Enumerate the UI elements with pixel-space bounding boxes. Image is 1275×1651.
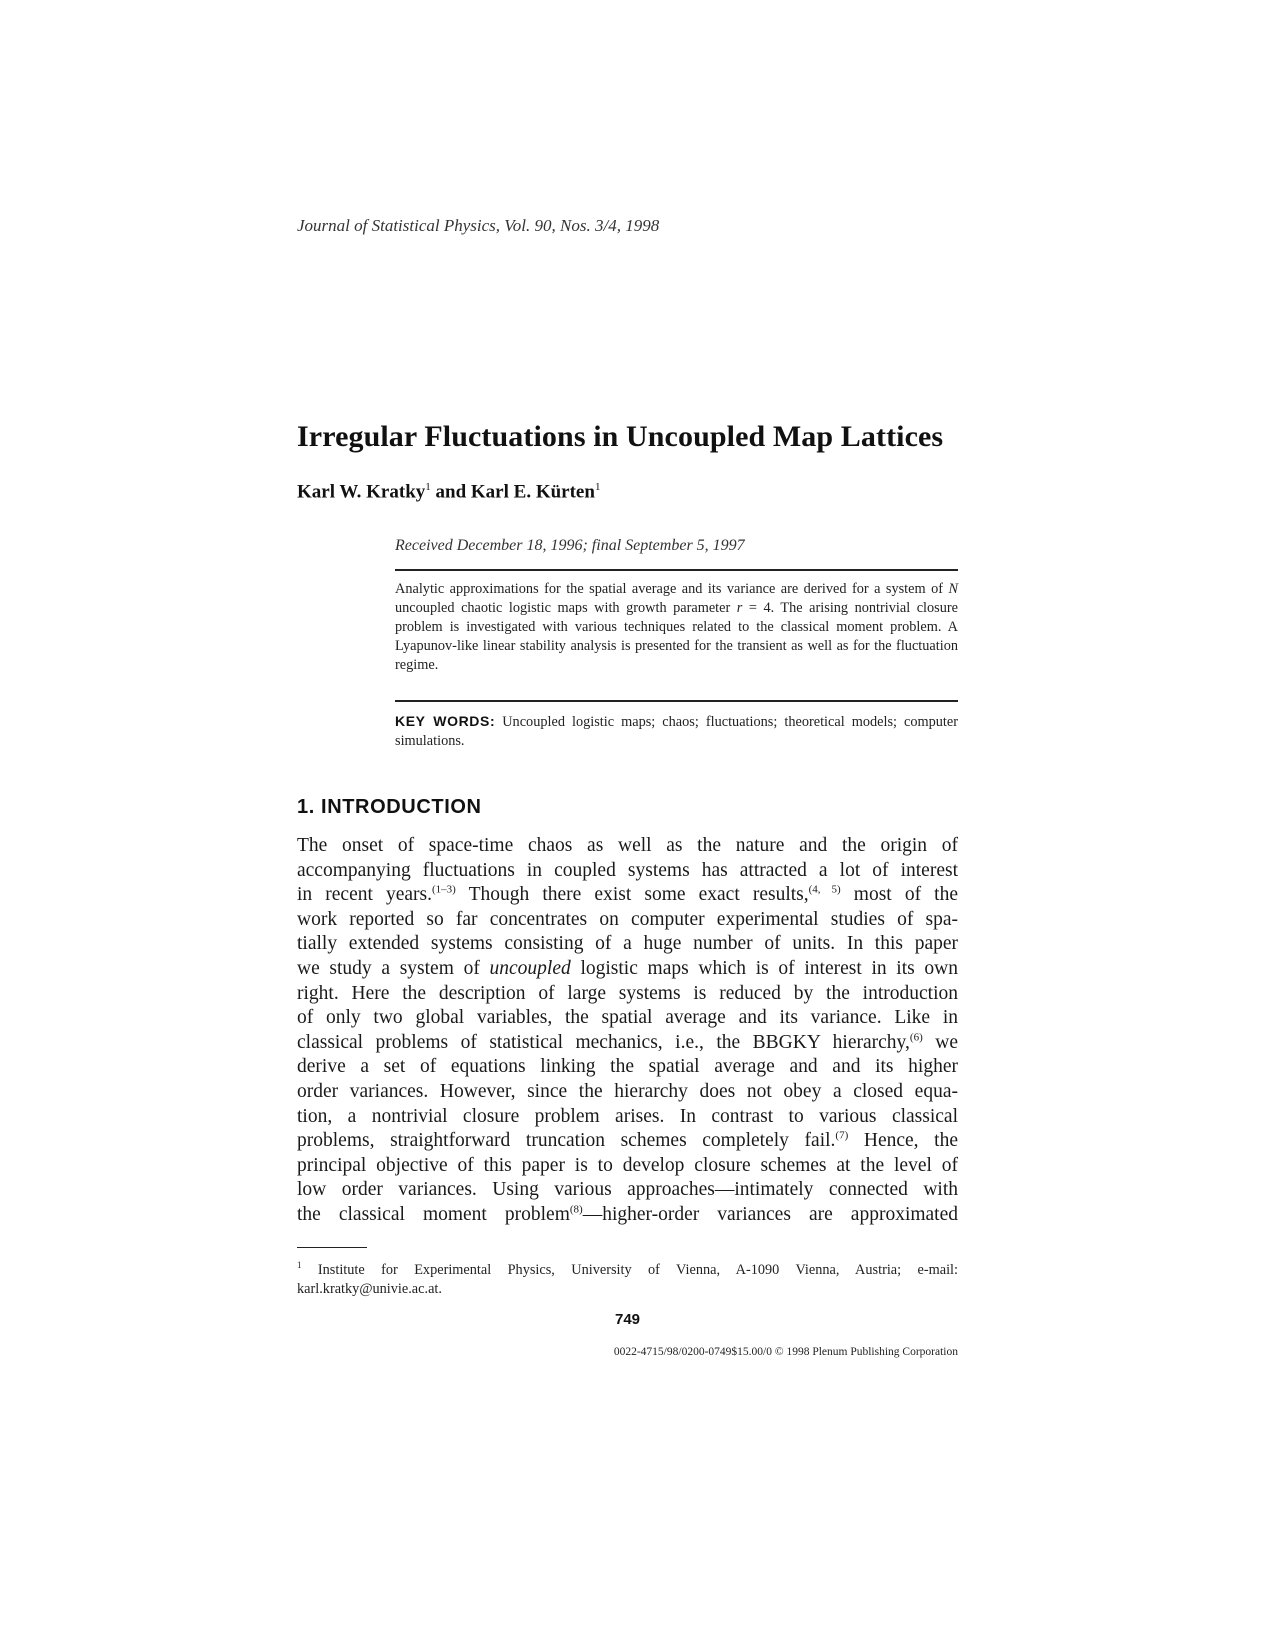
abstract-variable-r: r [736,600,743,616]
body-text: the classical moment problem [297,1203,570,1225]
citation-ref: (4, 5) [808,883,841,896]
body-line: low order variances. Using various approaches—intimately connected with [297,1179,958,1201]
emphasis-uncoupled: uncoupled [489,957,571,979]
body-line: of only two global variables, the spatial average and its variance. Like in [297,1007,958,1029]
body-line: tially extended systems consisting of a huge number of units. In this paper [297,933,958,955]
abstract-text-2: uncoupled chaotic logistic maps with growth parameter [395,600,737,616]
journal-citation: Journal of Statistical Physics, Vol. 90, Nos. 3/4, 1998 [297,216,660,235]
body-text: we [922,1031,958,1053]
body-line [297,957,958,982]
paper-title: Irregular Fluctuations in Uncoupled Map Lattices [297,420,944,453]
footnote-mark: 1 [297,1260,302,1270]
keywords-label: KEY WORDS: [395,713,496,729]
body-line: right. Here the description of large systems is reduced by the introduction [297,982,958,1004]
body-line: accompanying fluctuations in coupled systems has attracted a lot of interest [297,859,958,881]
abstract-bottom-rule [395,700,958,702]
citation-ref: (1–3) [432,883,456,896]
abstract [395,580,958,675]
abstract-top-rule [395,569,958,571]
author-conjunction: and [430,481,471,503]
body-line [297,883,958,908]
citation-ref: (7) [835,1129,849,1142]
body-line [297,1203,958,1228]
body-text: most of the [840,884,958,906]
received-dates: Received December 18, 1996; final September 5, 1997 [395,537,745,554]
body-line [297,1031,958,1056]
footnote-text: Institute for Experimental Physics, University of Vienna, A-1090 Vienna, Austria; e-mail: karl.kratky@univie.ac.at. [297,1261,958,1297]
body-line: The onset of space-time chaos as well as the nature and the origin of [297,835,958,856]
body-text: in recent years. [297,884,433,906]
copyright-line: 0022-4715/98/0200-0749$15.00/0 © 1998 Plenum Publishing Corporation [613,1346,958,1358]
body-line: order variances. However, since the hierarchy does not obey a closed equa- [297,1080,958,1102]
body-line [297,1129,958,1154]
footnote [297,1256,958,1299]
abstract-variable-n: N [948,581,958,597]
keywords-text: Uncoupled logistic maps; chaos; fluctuations; theoretical models; computer simulations. [395,714,958,749]
body-line: principal objective of this paper is to develop closure schemes at the level of [297,1154,958,1176]
citation-ref: (8) [569,1203,583,1216]
body-text: problems, straightforward truncation schemes completely fail. [297,1130,836,1152]
keywords [395,712,958,751]
body-text: we study a system of [297,957,490,979]
footnote-rule [297,1247,367,1248]
abstract-text-1: Analytic approximations for the spatial average and its variance are derived for a system of [395,581,949,597]
body-line: work reported so far concentrates on computer experimental studies of spa- [297,908,958,930]
section-heading-introduction: 1. INTRODUCTION [297,796,482,818]
page-number: 749 [614,1311,641,1328]
body-text: Hence, the [848,1130,958,1152]
author-1-affiliation-mark: 1 [425,481,431,493]
author-2-affiliation-mark: 1 [594,481,601,493]
body-text: Though there exist some exact results, [455,884,809,906]
introduction-body [297,834,958,1228]
body-text: logistic maps which is of interest in its own [570,957,958,979]
abstract-text-3: = 4. The arising nontrivial closure problem is investigated with various techniques related to the classical moment problem. A Lyapunov-like linear stability analysis is presented for the transient as well as for the fluctuation regime. [395,600,958,673]
body-line: derive a set of equations linking the spatial average and and its higher [297,1056,958,1078]
author-2: Karl E. Kürten [470,481,595,503]
body-text: classical problems of statistical mechanics, i.e., the BBGKY hierarchy, [297,1031,910,1053]
body-line: tion, a nontrivial closure problem arises. In contrast to various classical [297,1105,958,1127]
citation-ref: (6) [909,1031,923,1044]
body-text: —higher-order variances are approximated [582,1203,959,1225]
author-1: Karl W. Kratky [297,481,426,503]
author-line [297,481,600,503]
